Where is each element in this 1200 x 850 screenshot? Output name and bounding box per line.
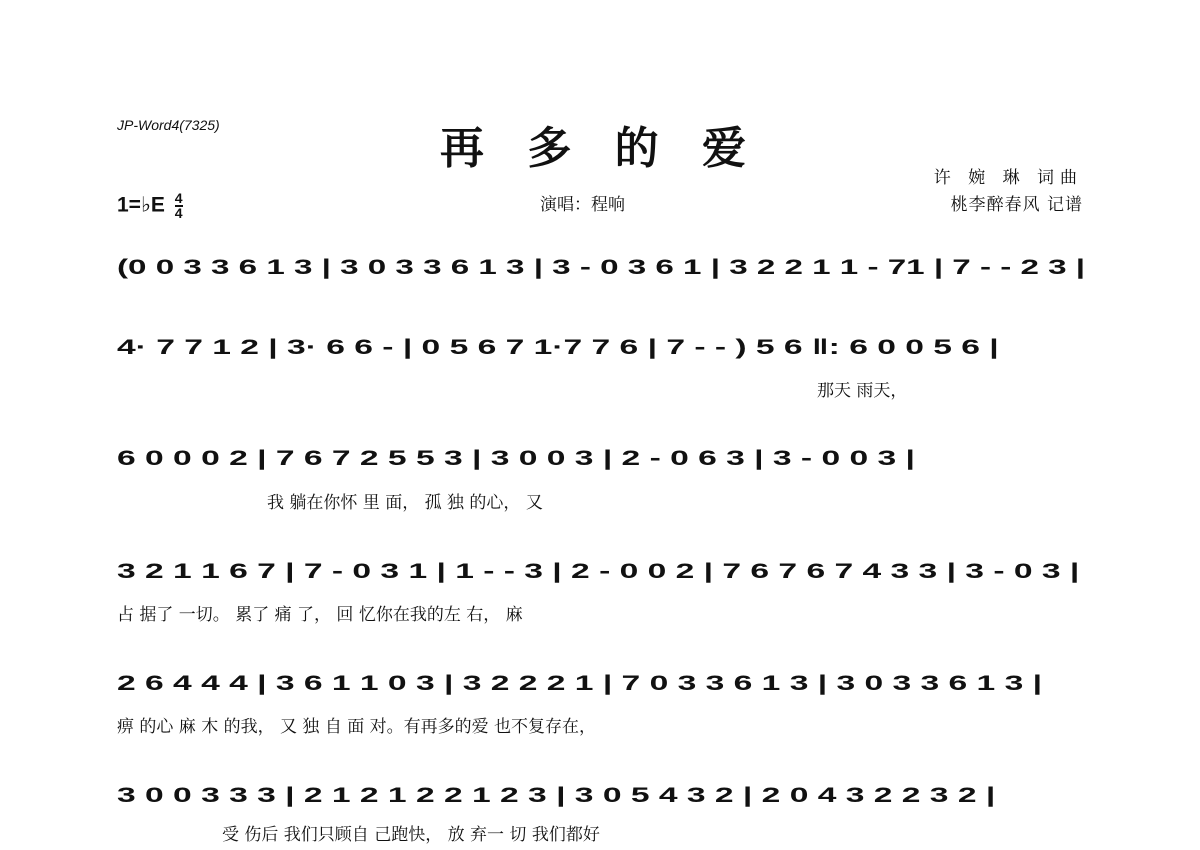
score-row-3 xyxy=(117,447,1085,477)
software-watermark: JP-Word4(7325) xyxy=(117,117,220,133)
transcriber-credit: 桃李醉春风 记谱 xyxy=(950,195,1083,215)
lyric-line-6: 受 伤后 我们只顾自 己跑快， 放 弃一 切 我们都好 xyxy=(222,825,600,845)
time-denominator: 4 xyxy=(174,205,183,221)
score-row-2 xyxy=(117,336,1085,366)
time-signature xyxy=(175,192,183,220)
lyric-line-3: 我 躺在你怀 里 面， 孤 独 的心， 又 xyxy=(267,493,543,513)
notation-line: 2 6 4 4 4 | 3 6 1 1 0 3 | 3 2 2 2 1 | 7 0 3 3 6 1 3 | 3 0 3 3 6 1 3 | xyxy=(117,672,1043,695)
notation-line: 3 2 1 1 6 7 | 7 - 0 3 1 | 1 - - 3 | 2 - 0 0 2 | 7 6 7 6 7 4 3 3 | 3 - 0 3 | xyxy=(117,560,1080,583)
notation-line: 3 0 0 3 3 3 | 2 1 2 1 2 2 1 2 3 | 3 0 5 4 3 2 | 2 0 4 3 2 2 3 2 | xyxy=(117,784,996,807)
song-title: 再 多 的 爱 xyxy=(440,123,760,174)
lyricist-composer-credit: 许 婉 琳 词曲 xyxy=(933,168,1083,188)
score-row-1 xyxy=(117,256,1085,286)
key-signature xyxy=(117,192,183,220)
key-label: 1=♭E xyxy=(117,193,165,217)
notation-line: 6 0 0 0 2 | 7 6 7 2 5 5 3 | 3 0 0 3 | 2 - 0 6 3 | 3 - 0 0 3 | xyxy=(117,447,915,470)
score-row-6 xyxy=(117,784,1085,814)
lyric-line-4: 占 据了 一切。 累了 痛 了， 回 忆你在我的左 右， 麻 xyxy=(117,605,523,625)
time-numerator: 4 xyxy=(174,190,183,206)
lyric-line-5: 痹 的心 麻 木 的我， 又 独 自 面 对。有再多的爱 也不复存在， xyxy=(117,717,597,737)
score-row-4 xyxy=(117,560,1085,590)
lyric-line-2: 那天 雨天， xyxy=(817,381,908,401)
score-row-5 xyxy=(117,672,1085,702)
notation-line: (0 0 3 3 6 1 3 | 3 0 3 3 6 1 3 | 3 - 0 3 6 1 | 3 2 2 1 1 - 71 | 7 - - 2 3 | xyxy=(117,256,1086,279)
singer-credit: 演唱：程响 xyxy=(540,195,625,214)
notation-line: 4· 7 7 1 2 | 3· 6 6 - | 0 5 6 7 1·7 7 6 | 7 - - ) 5 6 ‖: 6 0 0 5 6 | xyxy=(117,336,999,359)
